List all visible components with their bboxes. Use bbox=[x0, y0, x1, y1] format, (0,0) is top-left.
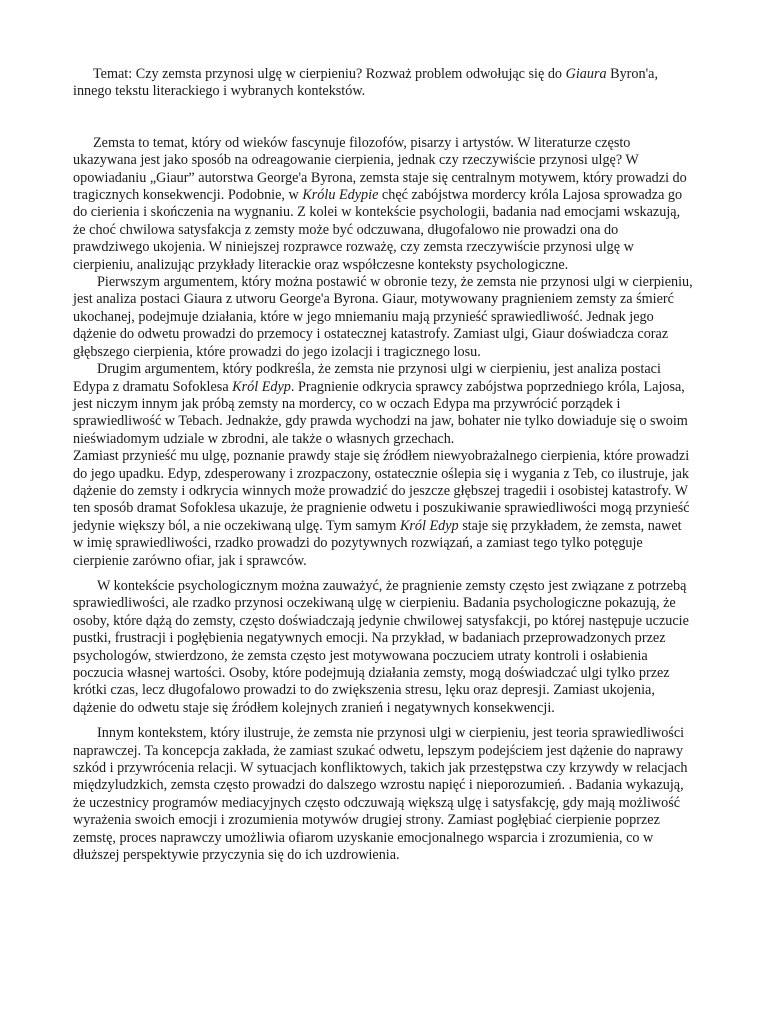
argument-2-continuation-work-title: Król Edyp bbox=[399, 517, 459, 534]
argument-2-paragraph: Drugim argumentem, który podkreśla, że zemsta nie przynosi ulgi w cierpieniu, jest analiza postaci Edypa z dramatu Sofoklesa Król Edyp. Pragnienie odkrycia sprawcy zabójstwa poprzedniego króla, Lajosa, jest niczym innym jak próbą zemsty na mordercy, co w oczach Edypa ma przywrócić porządek i sprawiedliwość w Tebach. Jednakże, gdy prawda wychodzi na jaw, bohater nie tylko dowiaduje się o swoim nieświadomym udziale w zbrodni, ale także o własnych grzechach. bbox=[73, 361, 688, 447]
spacer bbox=[73, 101, 693, 135]
argument-2-continuation-paragraph: Zamiast przynieść mu ulgę, poznanie prawdy staje się źródłem niewyobrażalnego cierpienia, które prowadzi do jego upadku. Edyp, zdesperowany i zrozpaczony, ostatecznie oślepia się i wygania z Teb, co ilustruje, jak dążenie do zemsty i odkrycia winnych może prowadzić do jeszcze głębszej tragedii i osobistej katastrofy. W ten sposób dramat Sofoklesa ukazuje, że pragnienie odwetu i poszukiwanie sprawiedliwości mogą przynieść jedynie większy ból, a nie oczekiwaną ulgę. Tym samym Król Edyp staje się przykładem, że zemsta, nawet w imię sprawiedliwości, rzadko prowadzi do pozytywnych rozwiązań, a zamiast tego tylko potęguje cierpienie zarówno ofiar, jak i sprawców. bbox=[73, 448, 690, 569]
argument-1-paragraph: Pierwszym argumentem, który można postawić w obronie tezy, że zemsta nie przynosi ulgi w cierpieniu, jest analiza postaci Giaura z utworu George'a Byrona. Giaur, motywowany pragnieniem zemsty za śmierć ukochanej, podejmuje działania, które w jego mniemaniu mają przynieść sprawiedliwość. Jednak jego dążenie do odwetu prowadzi do przemocy i ostatecznej katastrofy. Zamiast ulgi, Giaur doświadcza coraz głębszego cierpienia, które prowadzi do jego izolacji i tragicznego losu. bbox=[73, 274, 693, 360]
restorative-justice-paragraph: Innym kontekstem, który ilustruje, że zemsta nie przynosi ulgi w cierpieniu, jest teoria sprawiedliwości naprawczej. Ta koncepcja zakłada, że zamiast szukać odwetu, lepszym podejściem jest dążenie do naprawy szkód i przywrócenia relacji. W sytuacjach konfliktowych, takich jak przestępstwa czy krzywdy w relacjach międzyludzkich, zemsta często prowadzi do dalszego wzrostu napięć i nieporozumień. . Badania wykazują, że uczestnicy programów mediacyjnych często odczuwają większą ulgę i satysfakcję, gdy mają możliwość wyrażenia swoich emocji i zrozumienia motywów drugiej strony. Zamiast pogłębiać cierpienie poprzez zemstę, proces naprawczy umożliwia ofiarom uzyskanie emocjonalnego wsparcia i zrozumienia, co w dłuższej perspektywie przyczynia się do ich uzdrowienia. bbox=[73, 725, 688, 864]
spacer bbox=[73, 717, 693, 725]
spacer bbox=[73, 570, 693, 578]
argument-2-work-title: Król Edyp bbox=[232, 378, 291, 395]
essay-topic: Temat: Czy zemsta przynosi ulgę w cierpieniu? Rozważ problem odwołując się do Giaura Byron'a, innego tekstu literackiego i wybranych kontekstów. bbox=[73, 66, 658, 100]
document-page bbox=[73, 66, 693, 864]
psychology-paragraph: W kontekście psychologicznym można zauważyć, że pragnienie zemsty często jest związane z potrzebą sprawiedliwości, ale rzadko przynosi oczekiwaną ulgę w cierpieniu. Badania psychologiczne pokazują, że osoby, które dążą do zemsty, często doświadczają jedynie chwilowej satysfakcji, po której następuje uczucie pustki, frustracji i pogłębienia negatywnych emocji. Na przykład, w badaniach przeprowadzonych przez psychologów, stwierdzono, że zemsta często jest motywowana poczuciem utraty kontroli i osłabienia poczucia własnej wartości. Osoby, które podejmują działania zemsty, mogą doświadczać ulgi tylko przez krótki czas, lecz długofalowo prowadzi to do zwiększenia stresu, lęku oraz depresji. Zamiast ukojenia, dążenie do odwetu staje się źródłem kolejnych zranień i negatywnych konsekwencji. bbox=[73, 577, 689, 716]
intro-paragraph: Zemsta to temat, który od wieków fascynuje filozofów, pisarzy i artystów. W literaturze często ukazywana jest jako sposób na odreagowanie cierpienia, jednak czy rzeczywiście przynosi ulgę? W opowiadaniu „Giaur” autorstwa George'a Byrona, zemsta staje się centralnym motywem, który prowadzi do tragicznych konsekwencji. Podobnie, w Królu Edypie chęć zabójstwa mordercy króla Lajosa sprowadza go do cierienia i skończenia na wygnaniu. Z kolei w kontekście psychologii, badania nad emocjami wskazują, że choć chwilowa satysfakcja z zemsty może być odczuwana, długofalowo nie prowadzi ona do prawdziwego ukojenia. W niniejszej rozprawce rozważę, czy zemsta rzeczywiście przynosi ulgę w cierpieniu, analizując przykłady literackie oraz współczesne konteksty psychologiczne. bbox=[73, 134, 687, 273]
topic-work-title: Giaura bbox=[565, 66, 607, 82]
intro-work-title: Królu Edypie bbox=[302, 187, 379, 204]
